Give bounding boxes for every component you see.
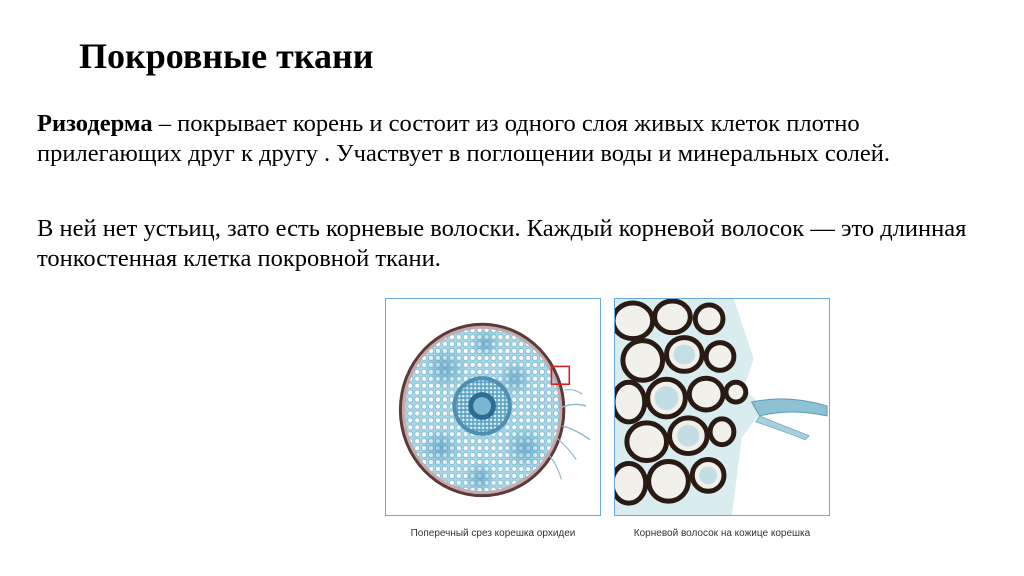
- root-cross-section-image: [385, 298, 601, 516]
- figure-caption-root-hair: Корневой волосок на кожице корешка: [633, 528, 811, 539]
- rhizodermis-paragraph: [37, 109, 997, 169]
- rhizodermis-term: Ризодерма: [37, 110, 153, 137]
- figure-caption-cross-section: Поперечный срез корешка орхидеи: [410, 528, 576, 539]
- slide-title: Покровные ткани: [79, 36, 374, 76]
- rhizodermis-definition: – покрывает корень и состоит из одного слоя живых клеток плотно прилегающих друг к другу . Участвует в поглощении воды и минеральных солей.: [37, 110, 890, 167]
- root-hair-paragraph: В ней нет устьиц, зато есть корневые волоски. Каждый корневой волосок — это длинная тонкостенная клетка покровной ткани.: [37, 215, 967, 272]
- root-hair-micrograph-image: [614, 298, 830, 516]
